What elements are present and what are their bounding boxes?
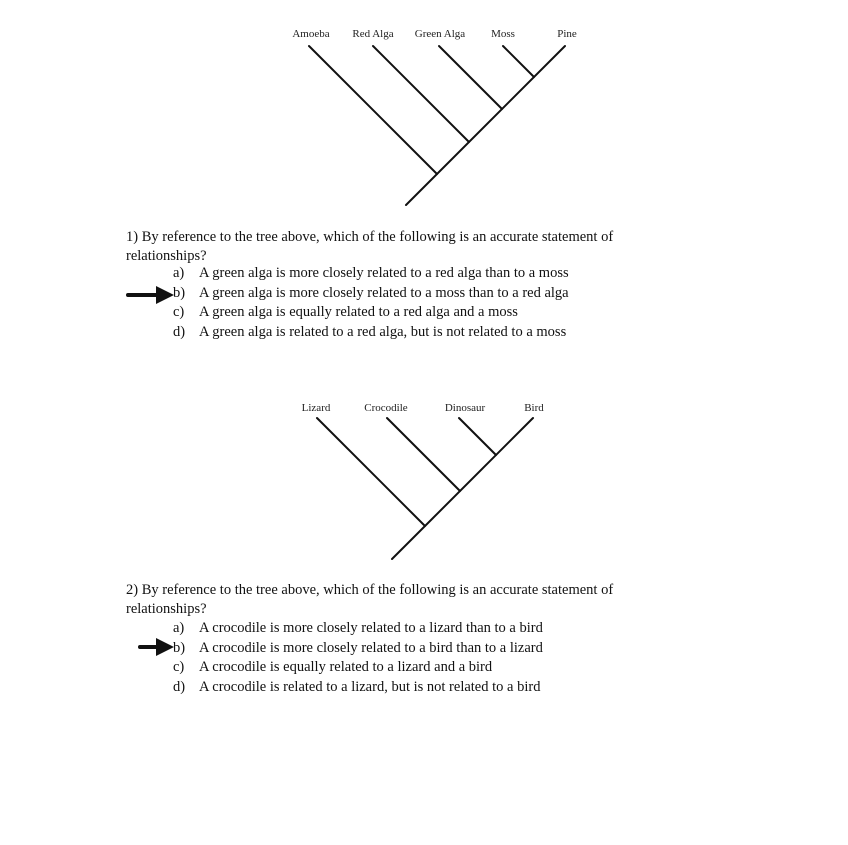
option-letter: a) — [173, 265, 185, 281]
tree1-root-branch — [406, 46, 565, 205]
tree2-label-bird: Bird — [524, 402, 544, 414]
option-d — [173, 323, 569, 343]
tree2-branch-dinosaur — [459, 418, 496, 455]
tree1-branch-green-alga — [439, 46, 502, 109]
option-letter: b) — [173, 284, 186, 301]
option-a — [173, 264, 569, 284]
tree2-branch-lizard — [317, 418, 425, 526]
option-text: A green alga is related to a red alga, but is not related to a moss — [199, 323, 567, 340]
option-a — [173, 619, 543, 639]
tree2-branch-crocodile — [387, 418, 460, 491]
tree2-label-lizard: Lizard — [301, 402, 331, 414]
option-c — [173, 658, 543, 678]
option-c — [173, 303, 569, 323]
option-text: A green alga is more closely related to a moss than to a red alga — [199, 284, 569, 301]
question-1-text: 1) By reference to the tree above, which of the following is an accurate statement of relationships? — [126, 229, 614, 264]
option-text: A crocodile is equally related to a lizard and a bird — [199, 659, 493, 675]
option-text: A crocodile is more closely related to a bird than to a lizard — [199, 639, 543, 656]
tree1-label-red-alga: Red Alga — [352, 28, 394, 40]
tree1-branch-amoeba — [309, 46, 437, 174]
option-b — [173, 639, 543, 659]
option-text: A crocodile is more closely related to a lizard than to a bird — [199, 620, 543, 636]
tree2-root-branch — [392, 418, 533, 559]
arrow-icon — [140, 638, 174, 656]
question-1-options — [173, 264, 569, 342]
tree1-label-pine: Pine — [557, 28, 577, 40]
option-letter: c) — [173, 304, 185, 320]
tree2-label-dinosaur: Dinosaur — [444, 402, 486, 414]
option-letter: a) — [173, 620, 185, 636]
option-letter: c) — [173, 659, 185, 675]
tree1-label-green-alga: Green Alga — [414, 28, 466, 40]
option-text: A green alga is more closely related to a red alga than to a moss — [199, 265, 569, 281]
question-2-text: 2) By reference to the tree above, which of the following is an accurate statement of relationships? — [126, 582, 614, 617]
option-letter: d) — [173, 323, 186, 340]
option-letter: b) — [173, 639, 186, 656]
option-letter: d) — [173, 678, 186, 695]
tree1-label-moss: Moss — [491, 28, 515, 40]
option-d — [173, 678, 543, 698]
option-b — [173, 284, 569, 304]
arrow-icon — [128, 286, 174, 304]
tree2-label-crocodile: Crocodile — [364, 402, 408, 414]
tree1-branch-moss — [503, 46, 534, 77]
option-text: A crocodile is related to a lizard, but is not related to a bird — [199, 678, 541, 695]
question-2-options — [173, 619, 543, 697]
option-text: A green alga is equally related to a red alga and a moss — [199, 304, 518, 320]
tree1-label-amoeba: Amoeba — [292, 28, 330, 40]
